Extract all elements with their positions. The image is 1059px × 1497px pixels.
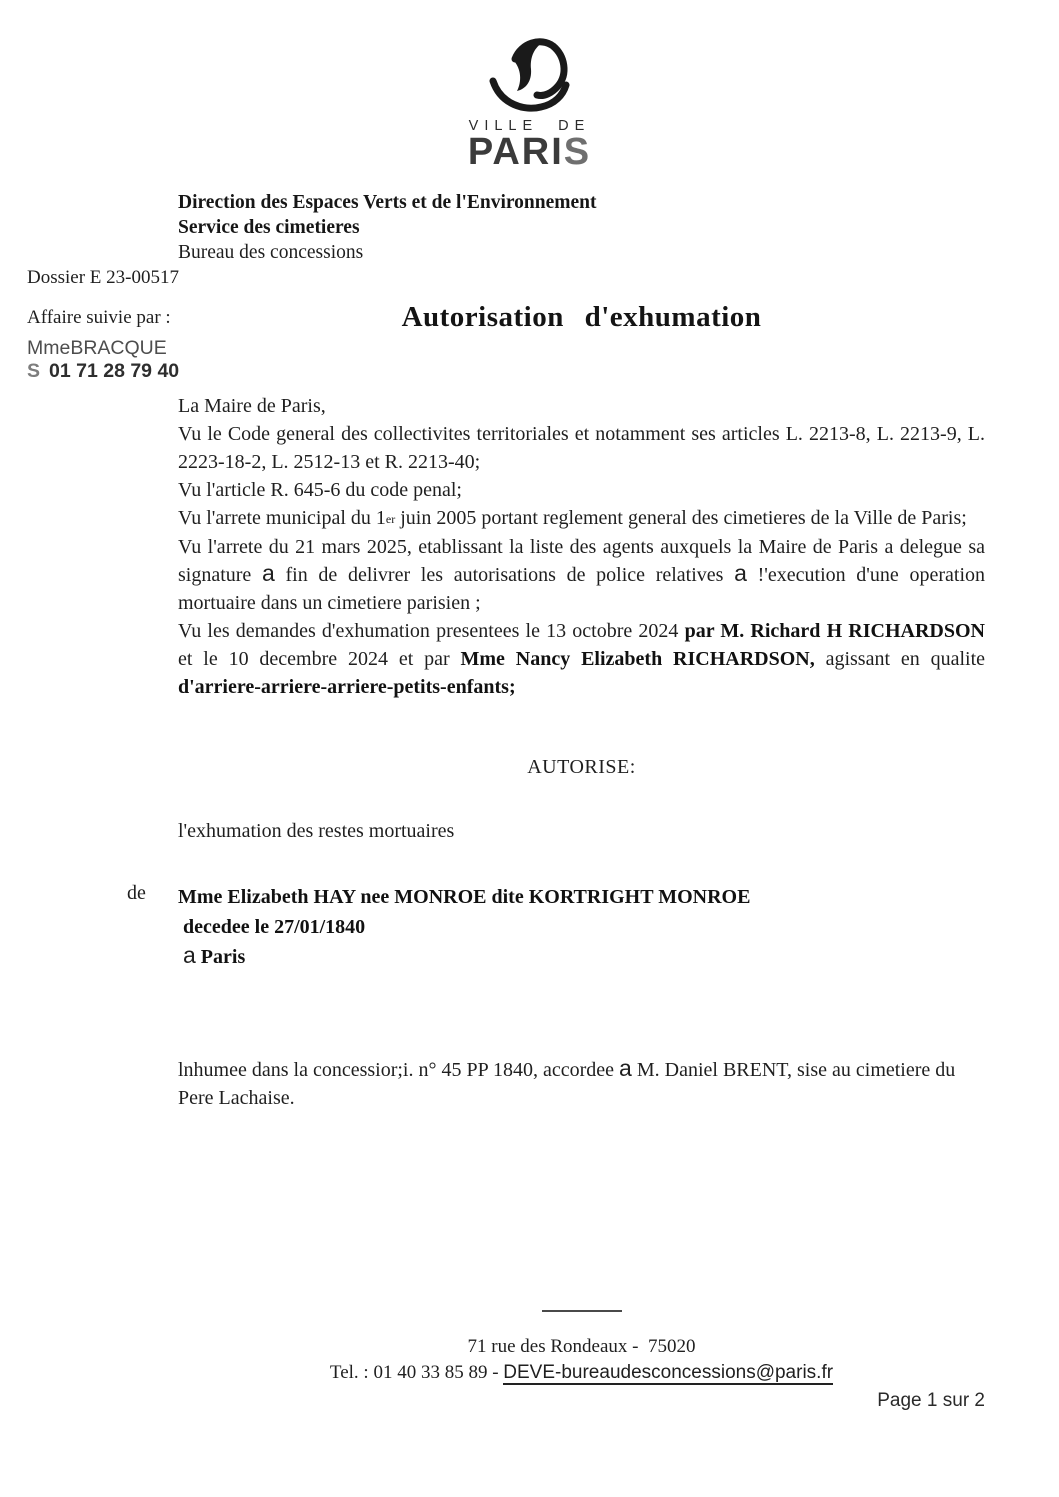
text-segment: M. Daniel BRENT, sise au cimetiere du Pere Lachaise. xyxy=(178,1059,956,1109)
text-segment: Paris xyxy=(195,946,246,968)
salutation: La Maire de Paris, xyxy=(178,395,326,417)
text-segment: fin de delivrer les autorisations de police relatives xyxy=(274,564,735,586)
text-segment: a xyxy=(619,1055,632,1081)
footer-divider xyxy=(178,1310,985,1312)
text-segment: Vu les demandes d'exhumation presentees le 13 octobre 2024 xyxy=(178,620,685,642)
paragraph-arrete-municipal xyxy=(178,504,985,533)
text-segment: decedee le 27/01/1840 xyxy=(183,916,366,938)
logo-ville-de-text: VILLE DE xyxy=(468,118,591,134)
logo-paris-light: S xyxy=(563,131,592,173)
paris-boat-logo-icon xyxy=(485,36,575,116)
text-segment: !'execution d'une operation mortuaire dans un cimetiere parisien ; xyxy=(178,564,986,614)
de-label: de xyxy=(127,882,146,904)
text-segment: a xyxy=(734,560,747,586)
text-segment: agissant en qualite xyxy=(814,648,986,670)
deceased-block xyxy=(178,882,985,972)
text-segment: et le 10 decembre 2024 et par xyxy=(178,648,461,670)
city-logo-block xyxy=(0,36,1059,173)
text-segment: Tel. : 01 40 33 85 89 - xyxy=(329,1362,504,1383)
paragraph-code-collectivites: Vu le Code general des collectivites territoriales et notamment ses articles L. 2213-8, L. 2213-9, L. 2223-18-2, L. 2512-13 et R. 2213-40; xyxy=(178,423,985,473)
deceased-place xyxy=(178,942,985,972)
text-segment: Mme Elizabeth HAY nee MONROE dite KORTRIGHT MONROE xyxy=(178,886,751,908)
phone-number: 01 71 28 79 40 xyxy=(49,360,180,382)
text-segment: par M. Richard H RICHARDSON xyxy=(684,620,985,642)
paragraph-arrete-delegation xyxy=(178,533,985,617)
deceased-name xyxy=(178,882,985,912)
footer-address: 71 rue des Rondeaux - 75020 xyxy=(467,1336,696,1357)
text-segment: er xyxy=(385,512,396,526)
legal-considerations-block xyxy=(178,392,985,701)
dossier-number: Dossier E 23-00517 xyxy=(27,267,179,288)
paragraph-code-penal: Vu l'article R. 645-6 du code penal; xyxy=(178,479,462,501)
logo-paris-text xyxy=(0,131,1059,173)
exhumation-line: l'exhumation des restes mortuaires xyxy=(178,820,455,842)
paragraph-demandes xyxy=(178,617,985,701)
sender-service: Service des cimetieres xyxy=(178,217,360,238)
document-title: Autorisation d'exhumation xyxy=(401,301,762,333)
autorise-heading: AUTORISE: xyxy=(527,756,636,778)
sender-bureau: Bureau des concessions xyxy=(178,242,364,263)
text-segment: Mme Nancy Elizabeth RICHARDSON, xyxy=(460,648,815,670)
page-number: Page 1 sur 2 xyxy=(877,1390,985,1411)
paragraph-concession xyxy=(178,1056,985,1112)
email-link[interactable]: DEVE-bureaudesconcessions@paris.fr xyxy=(503,1362,834,1383)
text-segment: a xyxy=(262,560,275,586)
footer-tel-line xyxy=(178,1362,985,1384)
case-handler-name: MmeBRACQUE xyxy=(27,337,167,359)
text-segment: a xyxy=(183,942,196,968)
deceased-death-date xyxy=(178,912,985,942)
text-segment: lnhumee dans la concessior;i. n° 45 PP 1840, accordee xyxy=(178,1059,620,1081)
text-segment: d'arriere-arriere-arriere-petits-enfants; xyxy=(178,676,516,698)
sender-block xyxy=(178,190,878,265)
text-segment: Vu l'arrete municipal du 1 xyxy=(178,507,386,529)
sender-direction: Direction des Espaces Verts et de l'Environnement xyxy=(178,192,597,213)
phone-line xyxy=(27,360,179,383)
text-segment: Vu l'arrete du 21 mars 2025, etablissant la liste des agents auxquels la Maire de Paris a delegue sa signature xyxy=(178,536,985,586)
text-segment: juin 2005 portant reglement general des cimetieres de la Ville de Paris; xyxy=(395,507,967,529)
phone-icon: S xyxy=(27,360,41,382)
logo-paris-dark: PARI xyxy=(467,131,564,173)
affaire-label: Affaire suivie par : xyxy=(27,307,171,328)
